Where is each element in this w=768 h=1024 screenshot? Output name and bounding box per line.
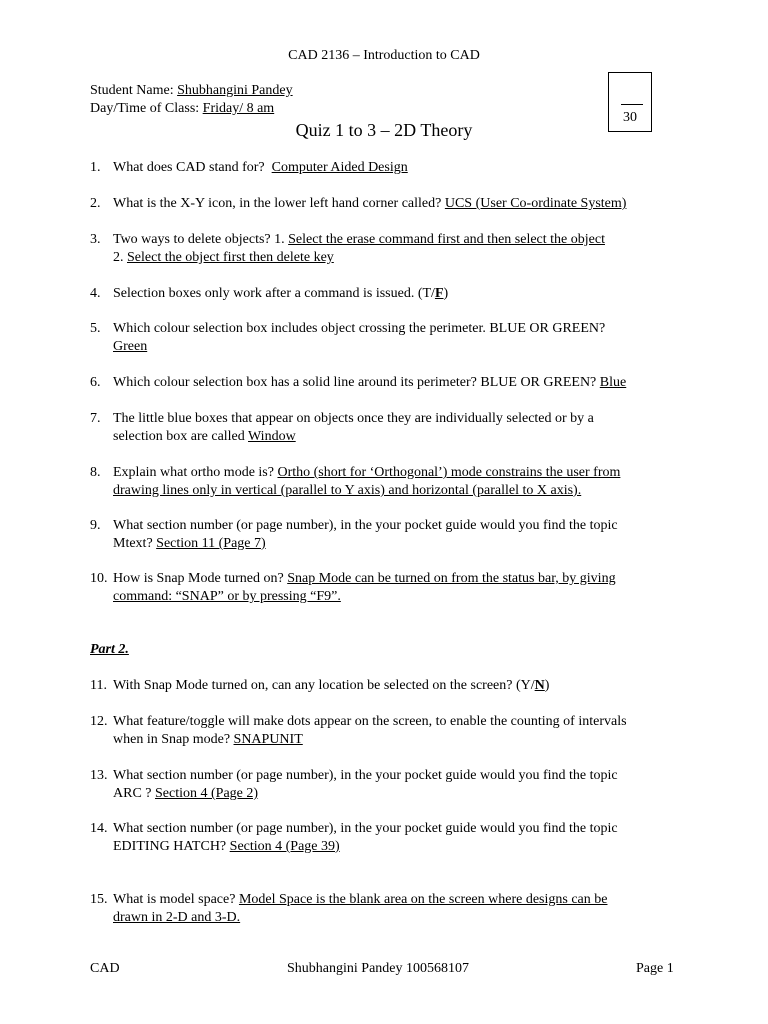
question-number: 11. xyxy=(90,678,107,693)
question-14 xyxy=(90,820,690,856)
question-number: 10. xyxy=(90,571,108,586)
question-text-2: Mtext? xyxy=(113,536,153,551)
footer-author: Shubhangini Pandey 100568107 xyxy=(287,961,469,976)
question-4 xyxy=(90,285,690,303)
answer-text: Model Space is the blank area on the screen where designs can be xyxy=(238,892,608,907)
answer-text: UCS (User Co-ordinate System) xyxy=(444,196,627,211)
question-text: What does CAD stand for? xyxy=(113,160,265,175)
student-name-value: Shubhangini Pandey xyxy=(177,83,293,98)
question-number: 2. xyxy=(90,196,101,211)
footer-course: CAD xyxy=(90,961,120,976)
answer-text-2: command: “SNAP” or by pressing “F9”. xyxy=(113,589,341,604)
question-number: 13. xyxy=(90,768,108,783)
answer-text-2: drawing lines only in vertical (parallel to Y axis) and horizontal (parallel to X axis). xyxy=(113,483,582,498)
class-time-value: Friday/ 8 am xyxy=(202,101,275,116)
question-text-2: ARC ? xyxy=(113,786,152,801)
question-number: 14. xyxy=(90,821,108,836)
answer-text: F xyxy=(434,286,444,301)
course-header: CAD 2136 – Introduction to CAD xyxy=(288,48,480,63)
question-text-end: ) xyxy=(544,678,550,693)
footer-page-number: Page 1 xyxy=(636,961,674,976)
question-text: Which colour selection box has a solid line around its perimeter? BLUE OR GREEN? xyxy=(113,375,597,390)
question-5 xyxy=(90,320,690,356)
part-2-heading: Part 2. xyxy=(90,642,129,657)
score-line xyxy=(621,104,643,105)
question-number: 3. xyxy=(90,232,101,247)
question-3 xyxy=(90,231,690,267)
question-text: What is the X-Y icon, in the lower left hand corner called? xyxy=(113,196,442,211)
quiz-title: Quiz 1 to 3 – 2D Theory xyxy=(295,120,473,140)
question-text: How is Snap Mode turned on? xyxy=(113,571,284,586)
question-1 xyxy=(90,159,690,177)
question-text: What feature/toggle will make dots appear on the screen, to enable the counting of intervals xyxy=(113,714,627,729)
answer-text: Ortho (short for ‘Orthogonal’) mode constrains the user from xyxy=(277,465,621,480)
student-name-row xyxy=(90,82,293,100)
student-name-label: Student Name: xyxy=(90,83,174,98)
answer-text: Section 11 (Page 7) xyxy=(156,536,266,551)
question-text: What is model space? xyxy=(113,892,236,907)
question-text-end: ) xyxy=(443,286,449,301)
question-text: The little blue boxes that appear on objects once they are individually selected or by a xyxy=(113,411,594,426)
question-number: 5. xyxy=(90,321,101,336)
answer-text: Blue xyxy=(599,375,627,390)
question-11 xyxy=(90,677,690,695)
question-text-2: selection box are called xyxy=(113,429,245,444)
question-number: 8. xyxy=(90,465,101,480)
question-number: 6. xyxy=(90,375,101,390)
question-text-2: 2. xyxy=(113,250,124,265)
question-text: With Snap Mode turned on, can any location be selected on the screen? (Y/ xyxy=(113,678,535,693)
question-text: Selection boxes only work after a command is issued. (T/ xyxy=(113,286,435,301)
question-text-2: EDITING HATCH? xyxy=(113,839,227,854)
question-6 xyxy=(90,374,690,392)
question-text-2: when in Snap mode? xyxy=(113,732,231,747)
question-13 xyxy=(90,767,690,803)
class-time-label: Day/Time of Class: xyxy=(90,101,200,116)
question-text: What section number (or page number), in the your pocket guide would you find the topic xyxy=(113,768,618,783)
answer-text: N xyxy=(534,678,545,693)
question-15 xyxy=(90,891,690,927)
answer-text: SNAPUNIT xyxy=(233,732,303,747)
class-time-row xyxy=(90,100,274,118)
question-10 xyxy=(90,570,690,606)
question-number: 12. xyxy=(90,714,108,729)
question-12 xyxy=(90,713,690,749)
answer-text: Section 4 (Page 2) xyxy=(155,786,259,801)
answer-text: Computer Aided Design xyxy=(271,160,408,175)
question-text: What section number (or page number), in the your pocket guide would you find the topic xyxy=(113,821,618,836)
question-text: Two ways to delete objects? 1. xyxy=(113,232,285,247)
answer-text: Green xyxy=(113,339,148,354)
answer-text-2: Select the object first then delete key xyxy=(127,250,334,265)
question-7 xyxy=(90,410,690,446)
question-number: 7. xyxy=(90,411,101,426)
question-text: Explain what ortho mode is? xyxy=(113,465,274,480)
answer-text-2: drawn in 2-D and 3-D. xyxy=(113,910,241,925)
question-text: Which colour selection box includes object crossing the perimeter. BLUE OR GREEN? xyxy=(113,321,606,336)
question-2 xyxy=(90,195,690,213)
question-number: 1. xyxy=(90,160,101,175)
question-number: 4. xyxy=(90,286,101,301)
score-total: 30 xyxy=(623,110,637,125)
question-number: 9. xyxy=(90,518,101,533)
answer-text: Snap Mode can be turned on from the status bar, by giving xyxy=(287,571,616,586)
answer-text: Select the erase command first and then select the object xyxy=(288,232,605,247)
answer-text: Window xyxy=(248,429,296,444)
answer-text: Section 4 (Page 39) xyxy=(229,839,340,854)
question-number: 15. xyxy=(90,892,108,907)
question-8 xyxy=(90,464,690,500)
question-9 xyxy=(90,517,690,553)
question-text: What section number (or page number), in the your pocket guide would you find the topic xyxy=(113,518,618,533)
